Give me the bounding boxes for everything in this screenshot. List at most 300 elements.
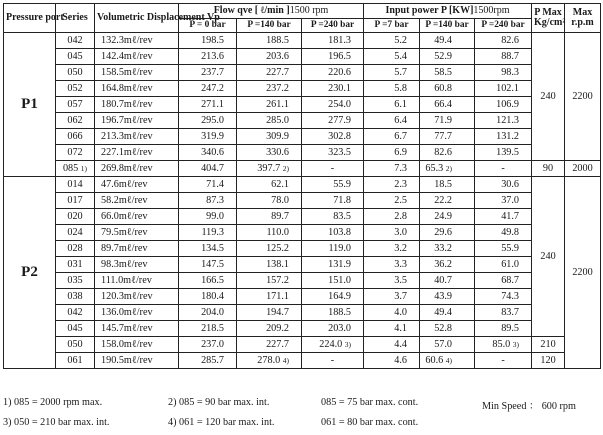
cell-p140-value: 24.9 xyxy=(434,211,453,222)
cell-f0-value: 271.1 xyxy=(201,99,224,110)
table-row xyxy=(4,337,601,353)
cell-vp xyxy=(95,257,179,273)
cell-series xyxy=(56,337,95,353)
table-row xyxy=(4,321,601,337)
pmax-061-value: 120 xyxy=(540,355,556,366)
cell-f0 xyxy=(179,65,237,81)
cell-f0 xyxy=(179,225,237,241)
footnote-2: 2) 085 = 90 bar max. int. xyxy=(168,397,270,408)
cell-f0-value: 319.9 xyxy=(201,131,224,142)
cell-f240 xyxy=(302,193,364,209)
table-row xyxy=(4,49,601,65)
header-power-title: Input power P [KW] xyxy=(385,4,474,16)
pmax-085 xyxy=(532,161,565,177)
cell-f240-value: 164.9 xyxy=(328,291,352,302)
cell-f140 xyxy=(237,257,302,273)
subheader-flow-140: P =140 bar xyxy=(237,19,302,33)
cell-f140 xyxy=(237,209,302,225)
cell-f140-value: 330.6 xyxy=(266,147,289,158)
cell-vp-value: 98.3mℓ/rev xyxy=(101,259,148,270)
cell-f0 xyxy=(179,177,237,193)
footnote-marker: 2) xyxy=(445,164,453,173)
cell-vp xyxy=(95,145,179,161)
cell-f0-value: 237.0 xyxy=(201,339,224,350)
cell-f0-value: 295.0 xyxy=(201,115,224,126)
cell-f240-value: 230.1 xyxy=(328,83,352,94)
cell-p7-value: 3.7 xyxy=(394,291,408,302)
cell-vp xyxy=(95,273,179,289)
table-row xyxy=(4,145,601,161)
cell-p7 xyxy=(364,49,420,65)
cell-p140-value: 82.6 xyxy=(434,147,453,158)
cell-f240 xyxy=(302,97,364,113)
cell-p240-value: - xyxy=(501,355,505,366)
cell-p7-value: 3.0 xyxy=(394,227,408,238)
cell-p240 xyxy=(475,113,532,129)
cell-p240-value: 68.7 xyxy=(501,275,520,286)
spec-table-body xyxy=(4,4,601,369)
cell-vp-value: 66.0mℓ/rev xyxy=(101,211,148,222)
cell-f240-value: 71.8 xyxy=(333,195,352,206)
cell-series xyxy=(56,81,95,97)
cell-f0-value: 99.0 xyxy=(206,211,224,222)
cell-p140 xyxy=(420,49,475,65)
subheader-power-140: P =140 bar xyxy=(420,19,475,33)
cell-p7-value: 4.6 xyxy=(394,355,408,366)
cell-vp xyxy=(95,193,179,209)
cell-p240-value: 102.1 xyxy=(496,83,520,94)
cell-series-value: 020 xyxy=(67,211,83,222)
cell-f140-value: 309.9 xyxy=(266,131,289,142)
cell-p140-value: 49.4 xyxy=(434,307,453,318)
subheader-flow-0: P = 0 bar xyxy=(179,19,237,33)
cell-p7-value: 5.4 xyxy=(394,51,408,62)
cell-f240 xyxy=(302,33,364,49)
pmax-p2-value: 240 xyxy=(540,251,556,262)
cell-p140 xyxy=(420,145,475,161)
cell-f0-value: 404.7 xyxy=(201,163,224,174)
cell-p7 xyxy=(364,289,420,305)
header-series: Series xyxy=(56,4,95,33)
footnote-5: 4) 061 = 120 bar max. int. xyxy=(168,417,275,428)
cell-p7 xyxy=(364,305,420,321)
cell-p7-value: 3.5 xyxy=(394,275,408,286)
cell-f0 xyxy=(179,49,237,65)
cell-f240 xyxy=(302,81,364,97)
cell-p240 xyxy=(475,177,532,193)
cell-f140-value: 285.0 xyxy=(266,115,289,126)
cell-p7-value: 3.2 xyxy=(394,243,408,254)
cell-f0 xyxy=(179,161,237,177)
cell-f0 xyxy=(179,145,237,161)
cell-series-value: 024 xyxy=(67,227,83,238)
cell-f0 xyxy=(179,241,237,257)
pmax-085-value: 90 xyxy=(542,163,554,174)
cell-vp-value: 79.5mℓ/rev xyxy=(101,227,148,238)
pressure-port-p1-value: P1 xyxy=(21,96,38,112)
cell-f240-value: 220.6 xyxy=(328,67,352,78)
cell-p240-value: 106.9 xyxy=(496,99,520,110)
cell-f0 xyxy=(179,129,237,145)
cell-f140-value: 261.1 xyxy=(266,99,289,110)
cell-f240 xyxy=(302,353,364,369)
header-flow-title: Flow qve [ xyxy=(213,4,259,16)
cell-f140 xyxy=(237,161,302,177)
cell-f240-value: 188.5 xyxy=(328,307,352,318)
cell-vp xyxy=(95,81,179,97)
cell-p240 xyxy=(475,305,532,321)
cell-f240-value: 277.9 xyxy=(328,115,352,126)
table-row xyxy=(4,305,601,321)
cell-p140 xyxy=(420,241,475,257)
cell-f140 xyxy=(237,177,302,193)
cell-p240-value: 61.0 xyxy=(501,259,520,270)
cell-p140-value: 18.5 xyxy=(434,179,453,190)
header-pmax-label: P Max xyxy=(534,6,562,18)
cell-f0-value: 147.5 xyxy=(201,259,224,270)
cell-f140 xyxy=(237,129,302,145)
pmax-p1-value: 240 xyxy=(540,91,556,102)
cell-f0 xyxy=(179,321,237,337)
cell-p7-value: 3.3 xyxy=(394,259,408,270)
cell-p140-value: 52.9 xyxy=(434,51,453,62)
cell-f0-value: 198.5 xyxy=(201,35,224,46)
cell-p140 xyxy=(420,177,475,193)
cell-p140 xyxy=(420,289,475,305)
cell-f240-value: 302.8 xyxy=(328,131,352,142)
cell-vp xyxy=(95,113,179,129)
cell-f140-value: 171.1 xyxy=(266,291,289,302)
cell-f240 xyxy=(302,177,364,193)
cell-f140-value: 157.2 xyxy=(266,275,289,286)
spec-table xyxy=(3,3,601,369)
cell-vp xyxy=(95,321,179,337)
cell-f140-value: 138.1 xyxy=(266,259,289,270)
cell-p240-value: 37.0 xyxy=(501,195,520,206)
cell-p140 xyxy=(420,81,475,97)
cell-f0-value: 237.7 xyxy=(201,67,224,78)
cell-p7-value: 5.8 xyxy=(394,83,408,94)
cell-f0 xyxy=(179,81,237,97)
cell-p140-value: 77.7 xyxy=(434,131,453,142)
footnote-6: 061 = 80 bar max. cont. xyxy=(321,417,419,428)
cell-f140-value: 209.2 xyxy=(266,323,289,334)
cell-f140 xyxy=(237,241,302,257)
cell-vp-value: 164.8mℓ/rev xyxy=(101,83,153,94)
cell-f140 xyxy=(237,113,302,129)
cell-p140 xyxy=(420,305,475,321)
cell-p240-value: 139.5 xyxy=(496,147,520,158)
cell-p140-value: 57.0 xyxy=(434,339,453,350)
cell-p140-value: 66.4 xyxy=(434,99,453,110)
cell-p140 xyxy=(420,337,475,353)
header-max-rpm xyxy=(565,4,601,33)
table-row xyxy=(4,33,601,49)
cell-p7 xyxy=(364,33,420,49)
cell-vp xyxy=(95,65,179,81)
cell-vp xyxy=(95,337,179,353)
cell-p7-value: 7.3 xyxy=(394,163,408,174)
cell-f140-value: 278.0 xyxy=(257,355,281,366)
cell-f240 xyxy=(302,241,364,257)
cell-f140 xyxy=(237,289,302,305)
cell-p140 xyxy=(420,209,475,225)
cell-f140 xyxy=(237,193,302,209)
cell-p140 xyxy=(420,225,475,241)
pressure-port-p2 xyxy=(4,177,56,369)
cell-p240-value: 131.2 xyxy=(496,131,520,142)
table-row xyxy=(4,353,601,369)
cell-f0 xyxy=(179,113,237,129)
cell-p140 xyxy=(420,33,475,49)
cell-f140 xyxy=(237,33,302,49)
cell-vp-value: 158.0mℓ/rev xyxy=(101,339,153,350)
cell-f140-value: 125.2 xyxy=(266,243,289,254)
cell-series-value: 066 xyxy=(67,131,83,142)
cell-f0-value: 180.4 xyxy=(201,291,224,302)
cell-vp xyxy=(95,353,179,369)
cell-p140-value: 29.6 xyxy=(434,227,453,238)
cell-f0-value: 213.6 xyxy=(201,51,224,62)
cell-p240-value: 83.7 xyxy=(501,307,520,318)
cell-p7 xyxy=(364,241,420,257)
cell-series xyxy=(56,97,95,113)
cell-p240 xyxy=(475,33,532,49)
table-row xyxy=(4,81,601,97)
footnote-3: 085 = 75 bar max. cont. xyxy=(321,397,419,408)
footnote-1: 1) 085 = 2000 rpm max. xyxy=(3,397,103,408)
cell-p140 xyxy=(420,161,475,177)
cell-p140 xyxy=(420,65,475,81)
cell-p7 xyxy=(364,257,420,273)
cell-series-value: 035 xyxy=(67,275,83,286)
cell-f0 xyxy=(179,273,237,289)
cell-p7-value: 2.8 xyxy=(394,211,408,222)
cell-vp-value: 47.6mℓ/rev xyxy=(101,179,148,190)
cell-p240-value: 85.0 xyxy=(492,339,511,350)
cell-f0 xyxy=(179,97,237,113)
pmax-050-value: 210 xyxy=(540,339,556,350)
cell-p140-value: 60.8 xyxy=(434,83,453,94)
cell-series-value: 038 xyxy=(67,291,83,302)
cell-f240 xyxy=(302,113,364,129)
cell-vp-value: 89.7mℓ/rev xyxy=(101,243,148,254)
cell-series-value: 062 xyxy=(67,115,83,126)
footnote-marker: 4) xyxy=(445,356,453,365)
header-max-rpm-label: Max xyxy=(572,6,593,18)
cell-series-value: 031 xyxy=(67,259,83,270)
cell-f0 xyxy=(179,33,237,49)
cell-p240 xyxy=(475,337,532,353)
cell-p240 xyxy=(475,97,532,113)
cell-f240 xyxy=(302,273,364,289)
cell-f240-value: 103.8 xyxy=(328,227,352,238)
cell-p7 xyxy=(364,161,420,177)
cell-p7-value: 6.9 xyxy=(394,147,408,158)
cell-f140 xyxy=(237,305,302,321)
cell-series-value: 085 xyxy=(62,163,79,174)
cell-series-value: 052 xyxy=(67,83,83,94)
table-row xyxy=(4,193,601,209)
cell-series xyxy=(56,273,95,289)
cell-p7 xyxy=(364,97,420,113)
cell-p7 xyxy=(364,193,420,209)
cell-f140-value: 89.7 xyxy=(271,211,289,222)
cell-f240 xyxy=(302,145,364,161)
cell-f240-value: 254.0 xyxy=(328,99,352,110)
cell-f240 xyxy=(302,305,364,321)
footnote-marker: 3) xyxy=(344,340,352,349)
cell-p7 xyxy=(364,145,420,161)
cell-f140-value: 227.7 xyxy=(266,67,289,78)
cell-f240-value: 323.5 xyxy=(328,147,352,158)
table-row xyxy=(4,257,601,273)
cell-f0 xyxy=(179,209,237,225)
header-flow-unit: ℓ/min ] xyxy=(258,4,290,16)
cell-p7 xyxy=(364,113,420,129)
cell-f0-value: 204.0 xyxy=(201,307,224,318)
header-pressure-port: Pressure port xyxy=(4,4,56,33)
cell-series-value: 050 xyxy=(67,339,83,350)
cell-f0-value: 166.5 xyxy=(201,275,224,286)
cell-p240-value: 41.7 xyxy=(501,211,520,222)
cell-vp xyxy=(95,177,179,193)
cell-p140-value: 22.2 xyxy=(434,195,453,206)
cell-f240 xyxy=(302,225,364,241)
cell-p7 xyxy=(364,337,420,353)
cell-p240 xyxy=(475,225,532,241)
cell-f240 xyxy=(302,289,364,305)
cell-vp-value: 227.1mℓ/rev xyxy=(101,147,153,158)
cell-f240-value: 119.0 xyxy=(328,243,352,254)
cell-vp xyxy=(95,289,179,305)
cell-p7-value: 6.1 xyxy=(394,99,408,110)
cell-p240-value: - xyxy=(501,163,505,174)
cell-f140 xyxy=(237,225,302,241)
cell-p7 xyxy=(364,321,420,337)
cell-p240 xyxy=(475,353,532,369)
header-row xyxy=(4,4,601,19)
cell-f0-value: 71.4 xyxy=(206,179,224,190)
cell-f240 xyxy=(302,161,364,177)
pmax-p2 xyxy=(532,177,565,337)
cell-f240 xyxy=(302,49,364,65)
header-power-rpm: 1500rpm xyxy=(473,4,510,16)
cell-vp xyxy=(95,209,179,225)
cell-series-value: 014 xyxy=(67,179,83,190)
cell-p240 xyxy=(475,129,532,145)
cell-f140-value: 237.2 xyxy=(266,83,289,94)
footnote-min-speed: Min Speed ： 600 rpm xyxy=(482,401,576,412)
cell-vp-value: 180.7mℓ/rev xyxy=(101,99,153,110)
cell-f140 xyxy=(237,97,302,113)
cell-vp xyxy=(95,129,179,145)
cell-f140-value: 78.0 xyxy=(271,195,289,206)
cell-f240-value: 151.0 xyxy=(328,275,352,286)
subheader-flow-240: P =240 bar xyxy=(302,19,364,33)
cell-f0 xyxy=(179,257,237,273)
cell-f140-value: 203.6 xyxy=(266,51,289,62)
max-rpm-085-value: 2000 xyxy=(572,163,593,174)
cell-series xyxy=(56,225,95,241)
cell-p240-value: 121.3 xyxy=(496,115,520,126)
cell-f140 xyxy=(237,145,302,161)
cell-p7 xyxy=(364,65,420,81)
cell-f240-value: - xyxy=(330,355,335,366)
cell-vp-value: 158.5mℓ/rev xyxy=(101,67,153,78)
cell-f240-value: 55.9 xyxy=(333,179,352,190)
cell-f0-value: 134.5 xyxy=(201,243,224,254)
cell-p140-value: 52.8 xyxy=(434,323,453,334)
cell-f140 xyxy=(237,321,302,337)
cell-p140 xyxy=(420,273,475,289)
cell-f240-value: 196.5 xyxy=(328,51,352,62)
cell-vp-value: 190.5mℓ/rev xyxy=(101,355,153,366)
header-pmax xyxy=(532,4,565,33)
cell-series xyxy=(56,257,95,273)
cell-p7-value: 5.7 xyxy=(394,67,408,78)
cell-f240-value: 83.5 xyxy=(333,211,352,222)
cell-p240-value: 30.6 xyxy=(501,179,520,190)
table-row xyxy=(4,225,601,241)
cell-p240 xyxy=(475,65,532,81)
cell-series-value: 057 xyxy=(67,99,83,110)
pressure-port-p2-value: P2 xyxy=(21,264,38,280)
cell-f240-value: 181.3 xyxy=(328,35,352,46)
footnote-marker: 4) xyxy=(282,356,289,365)
cell-series-value: 045 xyxy=(67,323,83,334)
table-row xyxy=(4,161,601,177)
cell-series-value: 017 xyxy=(67,195,83,206)
cell-p240 xyxy=(475,241,532,257)
header-flow-rpm: 1500 rpm xyxy=(289,4,329,16)
cell-series xyxy=(56,145,95,161)
cell-f0-value: 218.5 xyxy=(201,323,224,334)
cell-p240-value: 89.5 xyxy=(501,323,520,334)
table-row xyxy=(4,129,601,145)
cell-vp xyxy=(95,161,179,177)
cell-p240-value: 74.3 xyxy=(501,291,520,302)
cell-series-value: 042 xyxy=(67,307,83,318)
cell-p140 xyxy=(420,113,475,129)
cell-series xyxy=(56,33,95,49)
subheader-power-240: P =240 bar xyxy=(475,19,532,33)
table-row xyxy=(4,241,601,257)
cell-series xyxy=(56,161,95,177)
cell-series xyxy=(56,241,95,257)
cell-series xyxy=(56,305,95,321)
pmax-p1 xyxy=(532,33,565,161)
cell-vp xyxy=(95,225,179,241)
cell-vp-value: 196.7mℓ/rev xyxy=(101,115,153,126)
cell-p140 xyxy=(420,129,475,145)
cell-p140-value: 43.9 xyxy=(434,291,453,302)
footnote-marker: 3) xyxy=(512,340,520,349)
cell-p7-value: 4.0 xyxy=(394,307,408,318)
max-rpm-p2-value: 2200 xyxy=(572,267,593,278)
footnote-4: 3) 050 = 210 bar max. int. xyxy=(3,417,110,428)
cell-series xyxy=(56,177,95,193)
cell-series xyxy=(56,193,95,209)
cell-p140 xyxy=(420,97,475,113)
cell-series xyxy=(56,49,95,65)
cell-vp xyxy=(95,241,179,257)
cell-vp xyxy=(95,305,179,321)
cell-series xyxy=(56,321,95,337)
cell-p7 xyxy=(364,209,420,225)
cell-p7 xyxy=(364,353,420,369)
cell-f240 xyxy=(302,65,364,81)
